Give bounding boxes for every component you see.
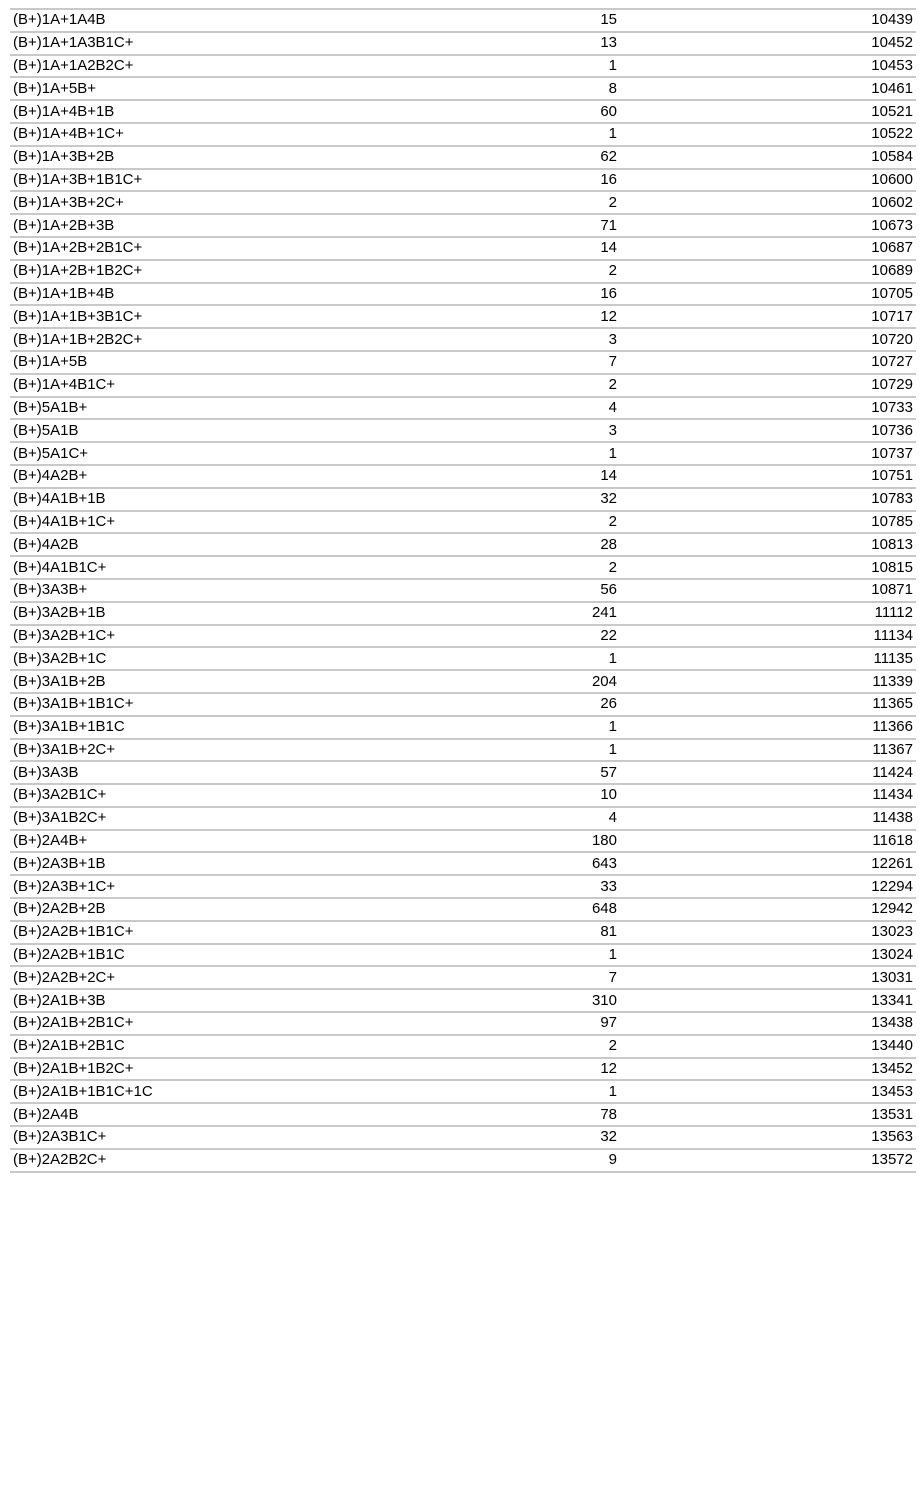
row-name-cell: (B+)2A2B+1B1C+: [10, 921, 490, 944]
table-row: [10, 647, 916, 670]
table-row: [10, 397, 916, 420]
table-row: [10, 214, 916, 237]
row-name-cell: (B+)1A+4B+1B: [10, 100, 490, 123]
row-name-cell: (B+)1A+1A2B2C+: [10, 55, 490, 78]
row-name-cell: (B+)2A2B2C+: [10, 1149, 490, 1172]
row-name-cell: (B+)1A+5B+: [10, 77, 490, 100]
row-count-cell: 1: [490, 739, 620, 762]
row-total-cell: 11367: [620, 739, 916, 762]
row-count-cell: 3: [490, 328, 620, 351]
table-row: [10, 1035, 916, 1058]
table-row: [10, 146, 916, 169]
row-count-cell: 10: [490, 784, 620, 807]
row-total-cell: 10785: [620, 511, 916, 534]
row-count-cell: 22: [490, 625, 620, 648]
row-count-cell: 7: [490, 966, 620, 989]
row-name-cell: (B+)1A+5B: [10, 351, 490, 374]
row-name-cell: (B+)3A3B: [10, 761, 490, 784]
table-row: [10, 670, 916, 693]
row-count-cell: 1: [490, 123, 620, 146]
row-name-cell: (B+)2A3B+1B: [10, 852, 490, 875]
table-row: [10, 1012, 916, 1035]
table-row: [10, 55, 916, 78]
table-row: [10, 1080, 916, 1103]
row-name-cell: (B+)1A+1B+3B1C+: [10, 305, 490, 328]
row-count-cell: 14: [490, 237, 620, 260]
row-name-cell: (B+)5A1B+: [10, 397, 490, 420]
row-count-cell: 648: [490, 898, 620, 921]
row-total-cell: 13440: [620, 1035, 916, 1058]
row-count-cell: 56: [490, 579, 620, 602]
row-total-cell: 11134: [620, 625, 916, 648]
row-name-cell: (B+)3A3B+: [10, 579, 490, 602]
row-count-cell: 32: [490, 488, 620, 511]
row-name-cell: (B+)3A1B+2B: [10, 670, 490, 693]
table-row: [10, 511, 916, 534]
row-name-cell: (B+)1A+1A4B: [10, 9, 490, 32]
row-total-cell: 11339: [620, 670, 916, 693]
row-count-cell: 16: [490, 169, 620, 192]
row-total-cell: 13341: [620, 989, 916, 1012]
row-count-cell: 4: [490, 807, 620, 830]
row-count-cell: 28: [490, 533, 620, 556]
row-name-cell: (B+)3A2B+1C+: [10, 625, 490, 648]
row-name-cell: (B+)3A1B+1B1C+: [10, 693, 490, 716]
row-count-cell: 2: [490, 511, 620, 534]
row-count-cell: 16: [490, 283, 620, 306]
row-total-cell: 10584: [620, 146, 916, 169]
row-count-cell: 33: [490, 875, 620, 898]
row-count-cell: 1: [490, 442, 620, 465]
row-name-cell: (B+)4A2B+: [10, 465, 490, 488]
row-name-cell: (B+)5A1B: [10, 419, 490, 442]
table-row: [10, 77, 916, 100]
row-name-cell: (B+)2A2B+2C+: [10, 966, 490, 989]
row-total-cell: 10439: [620, 9, 916, 32]
row-count-cell: 62: [490, 146, 620, 169]
row-total-cell: 10673: [620, 214, 916, 237]
table-row: [10, 533, 916, 556]
row-name-cell: (B+)3A1B+1B1C: [10, 716, 490, 739]
table-row: [10, 442, 916, 465]
row-total-cell: 10705: [620, 283, 916, 306]
row-total-cell: 10452: [620, 32, 916, 55]
row-name-cell: (B+)4A1B+1C+: [10, 511, 490, 534]
row-name-cell: (B+)3A2B+1B: [10, 602, 490, 625]
table-row: [10, 191, 916, 214]
table-row: [10, 374, 916, 397]
table-row: [10, 602, 916, 625]
row-total-cell: 10813: [620, 533, 916, 556]
table-row: [10, 283, 916, 306]
table-row: [10, 1149, 916, 1172]
row-count-cell: 32: [490, 1126, 620, 1149]
table-row: [10, 739, 916, 762]
table-row: [10, 123, 916, 146]
row-name-cell: (B+)1A+1A3B1C+: [10, 32, 490, 55]
row-name-cell: (B+)1A+1B+4B: [10, 283, 490, 306]
row-total-cell: 10521: [620, 100, 916, 123]
row-total-cell: 10736: [620, 419, 916, 442]
row-count-cell: 8: [490, 77, 620, 100]
table-row: [10, 989, 916, 1012]
row-count-cell: 241: [490, 602, 620, 625]
row-total-cell: 12261: [620, 852, 916, 875]
row-name-cell: (B+)2A4B: [10, 1103, 490, 1126]
row-count-cell: 13: [490, 32, 620, 55]
row-count-cell: 26: [490, 693, 620, 716]
row-total-cell: 11438: [620, 807, 916, 830]
row-total-cell: 13572: [620, 1149, 916, 1172]
row-total-cell: 10720: [620, 328, 916, 351]
row-total-cell: 13023: [620, 921, 916, 944]
row-count-cell: 643: [490, 852, 620, 875]
table-row: [10, 1058, 916, 1081]
row-total-cell: 10733: [620, 397, 916, 420]
row-total-cell: 13438: [620, 1012, 916, 1035]
row-count-cell: 310: [490, 989, 620, 1012]
row-name-cell: (B+)1A+2B+3B: [10, 214, 490, 237]
table-row: [10, 488, 916, 511]
table-row: [10, 100, 916, 123]
table-row: [10, 716, 916, 739]
row-name-cell: (B+)2A1B+1B1C+1C: [10, 1080, 490, 1103]
row-count-cell: 57: [490, 761, 620, 784]
row-total-cell: 10751: [620, 465, 916, 488]
row-total-cell: 11135: [620, 647, 916, 670]
row-name-cell: (B+)2A1B+1B2C+: [10, 1058, 490, 1081]
row-count-cell: 12: [490, 1058, 620, 1081]
row-total-cell: 10783: [620, 488, 916, 511]
row-count-cell: 2: [490, 191, 620, 214]
table-row: [10, 169, 916, 192]
row-name-cell: (B+)1A+2B+1B2C+: [10, 260, 490, 283]
table-row: [10, 260, 916, 283]
table-row: [10, 9, 916, 32]
row-count-cell: 2: [490, 260, 620, 283]
row-total-cell: 10522: [620, 123, 916, 146]
row-name-cell: (B+)2A3B+1C+: [10, 875, 490, 898]
row-count-cell: 97: [490, 1012, 620, 1035]
row-total-cell: 10689: [620, 260, 916, 283]
row-name-cell: (B+)2A2B+1B1C: [10, 944, 490, 967]
row-name-cell: (B+)1A+3B+2B: [10, 146, 490, 169]
row-count-cell: 60: [490, 100, 620, 123]
row-total-cell: 11366: [620, 716, 916, 739]
row-total-cell: 12294: [620, 875, 916, 898]
row-total-cell: 12942: [620, 898, 916, 921]
row-total-cell: 13563: [620, 1126, 916, 1149]
row-total-cell: 10717: [620, 305, 916, 328]
row-total-cell: 10453: [620, 55, 916, 78]
table-row: [10, 465, 916, 488]
row-name-cell: (B+)2A3B1C+: [10, 1126, 490, 1149]
row-count-cell: 4: [490, 397, 620, 420]
table-row: [10, 579, 916, 602]
row-count-cell: 9: [490, 1149, 620, 1172]
row-total-cell: 11365: [620, 693, 916, 716]
table-body: [10, 9, 916, 1172]
row-total-cell: 10600: [620, 169, 916, 192]
row-name-cell: (B+)1A+3B+1B1C+: [10, 169, 490, 192]
row-total-cell: 13531: [620, 1103, 916, 1126]
row-name-cell: (B+)2A1B+2B1C: [10, 1035, 490, 1058]
row-count-cell: 3: [490, 419, 620, 442]
row-total-cell: 10871: [620, 579, 916, 602]
row-count-cell: 71: [490, 214, 620, 237]
row-total-cell: 13453: [620, 1080, 916, 1103]
row-total-cell: 10737: [620, 442, 916, 465]
data-table: [10, 8, 916, 1173]
table-row: [10, 830, 916, 853]
row-total-cell: 13024: [620, 944, 916, 967]
row-name-cell: (B+)3A2B+1C: [10, 647, 490, 670]
row-count-cell: 2: [490, 374, 620, 397]
row-total-cell: 10815: [620, 556, 916, 579]
table-row: [10, 1126, 916, 1149]
table-row: [10, 784, 916, 807]
row-count-cell: 1: [490, 1080, 620, 1103]
table-row: [10, 898, 916, 921]
row-count-cell: 1: [490, 716, 620, 739]
table-row: [10, 807, 916, 830]
row-count-cell: 1: [490, 647, 620, 670]
table-row: [10, 419, 916, 442]
row-name-cell: (B+)3A2B1C+: [10, 784, 490, 807]
row-count-cell: 1: [490, 55, 620, 78]
table-row: [10, 351, 916, 374]
table-row: [10, 237, 916, 260]
row-count-cell: 7: [490, 351, 620, 374]
row-count-cell: 81: [490, 921, 620, 944]
table-row: [10, 875, 916, 898]
row-count-cell: 78: [490, 1103, 620, 1126]
row-total-cell: 13452: [620, 1058, 916, 1081]
row-name-cell: (B+)2A2B+2B: [10, 898, 490, 921]
table-row: [10, 625, 916, 648]
row-name-cell: (B+)2A1B+3B: [10, 989, 490, 1012]
row-name-cell: (B+)1A+4B+1C+: [10, 123, 490, 146]
row-count-cell: 180: [490, 830, 620, 853]
row-count-cell: 204: [490, 670, 620, 693]
table-row: [10, 556, 916, 579]
table-row: [10, 328, 916, 351]
table-row: [10, 761, 916, 784]
row-total-cell: 10461: [620, 77, 916, 100]
table-row: [10, 966, 916, 989]
row-total-cell: 10727: [620, 351, 916, 374]
row-name-cell: (B+)4A1B1C+: [10, 556, 490, 579]
row-name-cell: (B+)1A+1B+2B2C+: [10, 328, 490, 351]
row-count-cell: 1: [490, 944, 620, 967]
row-name-cell: (B+)2A4B+: [10, 830, 490, 853]
row-name-cell: (B+)2A1B+2B1C+: [10, 1012, 490, 1035]
row-name-cell: (B+)3A1B+2C+: [10, 739, 490, 762]
row-count-cell: 2: [490, 1035, 620, 1058]
table-row: [10, 32, 916, 55]
row-name-cell: (B+)4A2B: [10, 533, 490, 556]
row-count-cell: 12: [490, 305, 620, 328]
row-name-cell: (B+)5A1C+: [10, 442, 490, 465]
table-row: [10, 852, 916, 875]
row-name-cell: (B+)3A1B2C+: [10, 807, 490, 830]
table-row: [10, 693, 916, 716]
row-total-cell: 11424: [620, 761, 916, 784]
table-row: [10, 944, 916, 967]
row-count-cell: 2: [490, 556, 620, 579]
row-total-cell: 10729: [620, 374, 916, 397]
row-total-cell: 11618: [620, 830, 916, 853]
table-row: [10, 305, 916, 328]
row-name-cell: (B+)4A1B+1B: [10, 488, 490, 511]
row-name-cell: (B+)1A+3B+2C+: [10, 191, 490, 214]
row-name-cell: (B+)1A+2B+2B1C+: [10, 237, 490, 260]
row-total-cell: 10687: [620, 237, 916, 260]
row-total-cell: 13031: [620, 966, 916, 989]
table-row: [10, 921, 916, 944]
row-total-cell: 11112: [620, 602, 916, 625]
row-name-cell: (B+)1A+4B1C+: [10, 374, 490, 397]
row-count-cell: 15: [490, 9, 620, 32]
row-count-cell: 14: [490, 465, 620, 488]
row-total-cell: 10602: [620, 191, 916, 214]
row-total-cell: 11434: [620, 784, 916, 807]
table-row: [10, 1103, 916, 1126]
